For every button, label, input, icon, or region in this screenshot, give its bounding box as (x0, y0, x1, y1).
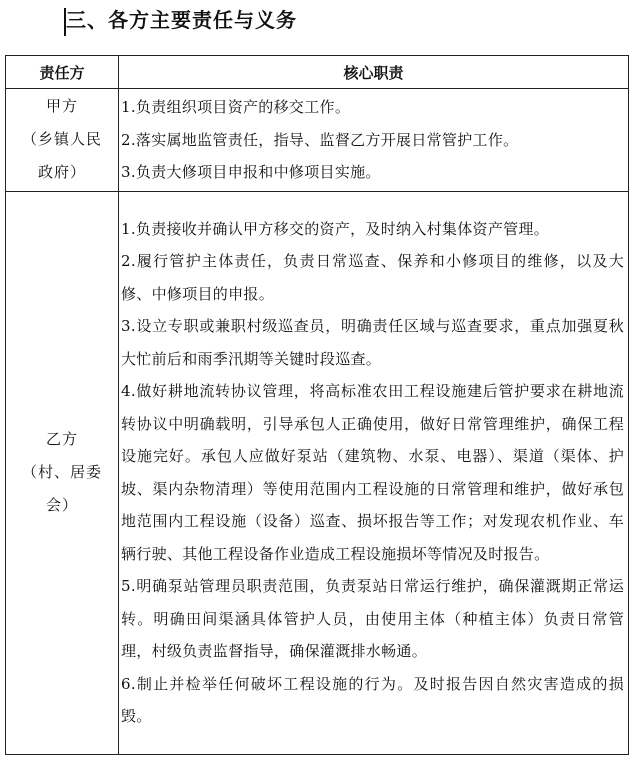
header-duties: 核心职责 (119, 56, 629, 89)
header-party: 责任方 (6, 56, 119, 89)
party-b-line: 乙方 (45, 430, 78, 449)
party-b-duties (119, 191, 629, 755)
duty-item: 3.设立专职或兼职村级巡查员，明确责任区域与巡查要求，重点加强夏秋大忙前后和雨季汛期等关键时段巡查。 (121, 317, 624, 368)
duty-item: 2.落实属地监管责任，指导、监督乙方开展日常管护工作。 (121, 130, 519, 149)
responsibility-table (5, 55, 629, 755)
party-b-line: 会） (45, 496, 78, 515)
party-a-cell (6, 89, 119, 192)
table-header-row (6, 56, 629, 89)
duty-item: 4.做好耕地流转协议管理，将高标准农田工程设施建后管护要求在耕地流转协议中明确载明，引导承包人正确使用，做好日常管理维护，确保工程设施完好。承包人应做好泵站（建筑物、水泵、电器）、渠道（渠体、护坡、渠内杂物清理）等使用范围内工程设施的日常管理和维护，做好承包地范围内工程设施（设备）巡查、损坏报告等工作；对发现农机作业、车辆行驶、其他工程设备作业造成工程设施损坏等情况及时报告。 (121, 382, 624, 563)
party-b-line: （村、居委 (21, 463, 102, 482)
table-row-party-b (6, 191, 629, 755)
duty-item: 3.负责大修项目申报和中修项目实施。 (121, 163, 381, 181)
duty-item: 5.明确泵站管理员职责范围，负责泵站日常运行维护，确保灌溉期正常运转。明确田间渠涵具体管护人员，由使用主体（种植主体）负责日常管理，村级负责监督指导，确保灌溉排水畅通。 (121, 577, 624, 661)
duty-item: 1.负责接收并确认甲方移交的资产，及时纳入村集体资产管理。 (121, 219, 550, 238)
party-a-line: （乡镇人民 (21, 130, 102, 149)
table-row-party-a (6, 89, 629, 192)
section-heading: 三、各方主要责任与义务 (66, 8, 297, 32)
duty-item: 1.负责组织项目资产的移交工作。 (121, 98, 351, 116)
duty-item: 6.制止并检举任何破坏工程设施的行为。及时报告因自然灾害造成的损毁。 (121, 674, 624, 726)
party-a-duties (119, 89, 629, 192)
duty-item: 2.履行管护主体责任，负责日常巡查、保养和小修项目的维修，以及大修、中修项目的申报。 (121, 252, 624, 303)
party-a-line: 政府） (37, 163, 86, 182)
party-b-cell (6, 191, 119, 755)
party-a-line: 甲方 (45, 97, 78, 116)
